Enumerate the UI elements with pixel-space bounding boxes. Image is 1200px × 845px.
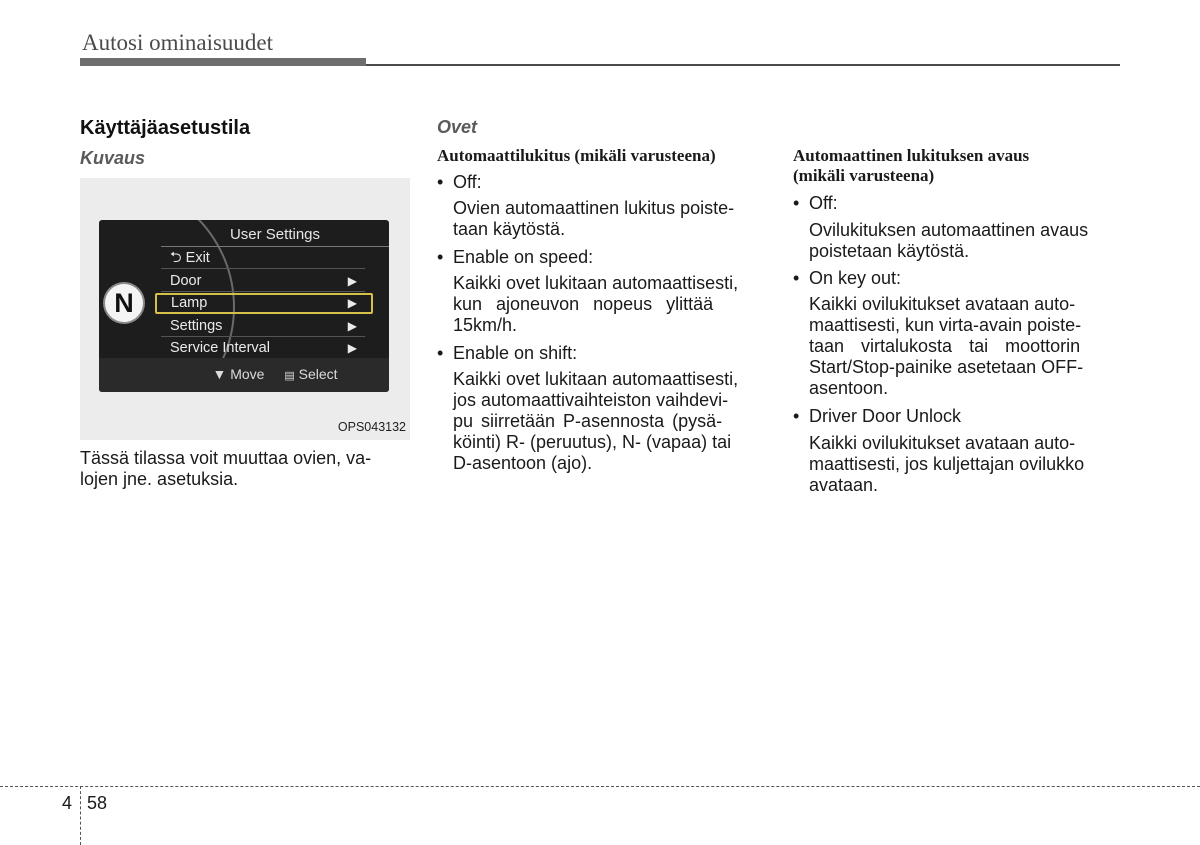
- bullet-dot: •: [793, 193, 800, 213]
- text-line: maattisesti, kun virta-avain poiste-: [809, 315, 1082, 335]
- text-line: poistetaan käytöstä.: [809, 241, 970, 261]
- header-bar: [80, 58, 366, 66]
- heading-line: (mikäli varusteena): [793, 166, 935, 185]
- menu-item-settings: [161, 316, 365, 337]
- text-line: pu siirretään P-asennosta (pysä-: [453, 411, 723, 431]
- select-label: Select: [298, 366, 338, 382]
- lcd-title: User Settings: [229, 226, 321, 243]
- heading-line: Automaattinen lukituksen avaus: [793, 146, 1030, 165]
- text-line: Kaikki ovilukitukset avataan auto-: [809, 294, 1076, 314]
- bullet-dot: •: [793, 406, 800, 426]
- paragraph: [809, 433, 1120, 496]
- menu-item-door: [161, 271, 365, 292]
- paragraph: [809, 220, 1120, 262]
- bullet-label: Off:: [453, 172, 482, 192]
- text-line: D-asentoon (ajo).: [453, 453, 593, 473]
- subsection-heading: Automaattilukitus (mikäli varusteena): [437, 146, 716, 165]
- arrow-right-icon: ▶: [347, 341, 357, 355]
- text-line: taan virtalukosta tai moottorin: [809, 336, 1081, 356]
- bullet-label: Enable on shift:: [453, 343, 578, 363]
- bullet-label: Driver Door Unlock: [809, 406, 962, 426]
- bullet-dot: •: [437, 247, 444, 267]
- menu-item-exit: [161, 248, 365, 269]
- menu-item-lamp: [155, 293, 373, 314]
- header-rule: [366, 64, 1120, 66]
- footer-rule: [0, 786, 1200, 787]
- footer-divider: [80, 786, 81, 845]
- section-subtitle: Kuvaus: [80, 148, 146, 168]
- text-line: Ovien automaattinen lukitus poiste-: [453, 198, 735, 218]
- text-line: köinti) R- (peruutus), N- (vapaa) tai: [453, 432, 732, 452]
- text-line: lojen jne. asetuksia.: [80, 469, 239, 489]
- text-line: maattisesti, jos kuljettajan ovilukko: [809, 454, 1085, 474]
- text-line: Kaikki ovet lukitaan automaattisesti,: [453, 273, 739, 293]
- paragraph: [453, 198, 764, 240]
- text-line: Ovilukituksen automaattinen avaus: [809, 220, 1089, 240]
- menu-item-label: Service Interval: [170, 340, 270, 356]
- figure-caption: OPS043132: [337, 420, 406, 434]
- text-line: avataan.: [809, 475, 879, 495]
- menu-item-label: Door: [170, 273, 202, 289]
- bullet-dot: •: [793, 268, 800, 288]
- gear-indicator-badge: N: [105, 284, 143, 322]
- bullet-label: On key out:: [809, 268, 902, 288]
- move-hint: ▼ Move: [212, 366, 265, 382]
- bullet-dot: •: [437, 343, 444, 363]
- text-line: kun ajoneuvon nopeus ylittää: [453, 294, 714, 314]
- section-title: Käyttäjäasetustila: [80, 117, 251, 139]
- arrow-right-icon: ▶: [347, 274, 357, 288]
- intro-paragraph: [80, 448, 410, 490]
- bullet-label: Enable on speed:: [453, 247, 594, 267]
- menu-item-label: ⮌ Exit: [170, 250, 210, 266]
- text-line: asentoon.: [809, 378, 889, 398]
- header-title: Autosi ominaisuudet: [82, 30, 274, 55]
- lcd-divider: [161, 246, 389, 247]
- text-line: Kaikki ovilukitukset avataan auto-: [809, 433, 1076, 453]
- menu-item-service-interval: [161, 338, 365, 359]
- section-subtitle: Ovet: [437, 117, 478, 137]
- text-line: Tässä tilassa voit muuttaa ovien, va-: [80, 448, 372, 468]
- paragraph: [453, 273, 764, 336]
- arrow-right-icon: ▶: [347, 296, 357, 310]
- lcd-footer: [161, 366, 389, 386]
- bullet-label: Off:: [809, 193, 838, 213]
- select-hint: [284, 366, 337, 382]
- chapter-number: 4: [62, 793, 73, 813]
- paragraph: [809, 294, 1120, 399]
- lcd-screen: [99, 220, 389, 392]
- select-button-icon: ▤: [284, 370, 295, 382]
- subsection-heading: [793, 146, 1029, 186]
- paragraph: [453, 369, 764, 474]
- page-number: 58: [87, 793, 108, 813]
- text-line: jos automaattivaihteiston vaihdevi-: [453, 390, 729, 410]
- menu-item-label: Lamp: [171, 295, 208, 311]
- text-line: Kaikki ovet lukitaan automaattisesti,: [453, 369, 739, 389]
- bullet-dot: •: [437, 172, 444, 192]
- text-line: Start/Stop-painike asetetaan OFF-: [809, 357, 1084, 377]
- text-line: 15km/h.: [453, 315, 518, 335]
- arrow-right-icon: ▶: [347, 319, 357, 333]
- cluster-display-figure: [80, 178, 410, 440]
- text-line: taan käytöstä.: [453, 219, 566, 239]
- menu-item-label: Settings: [170, 318, 223, 334]
